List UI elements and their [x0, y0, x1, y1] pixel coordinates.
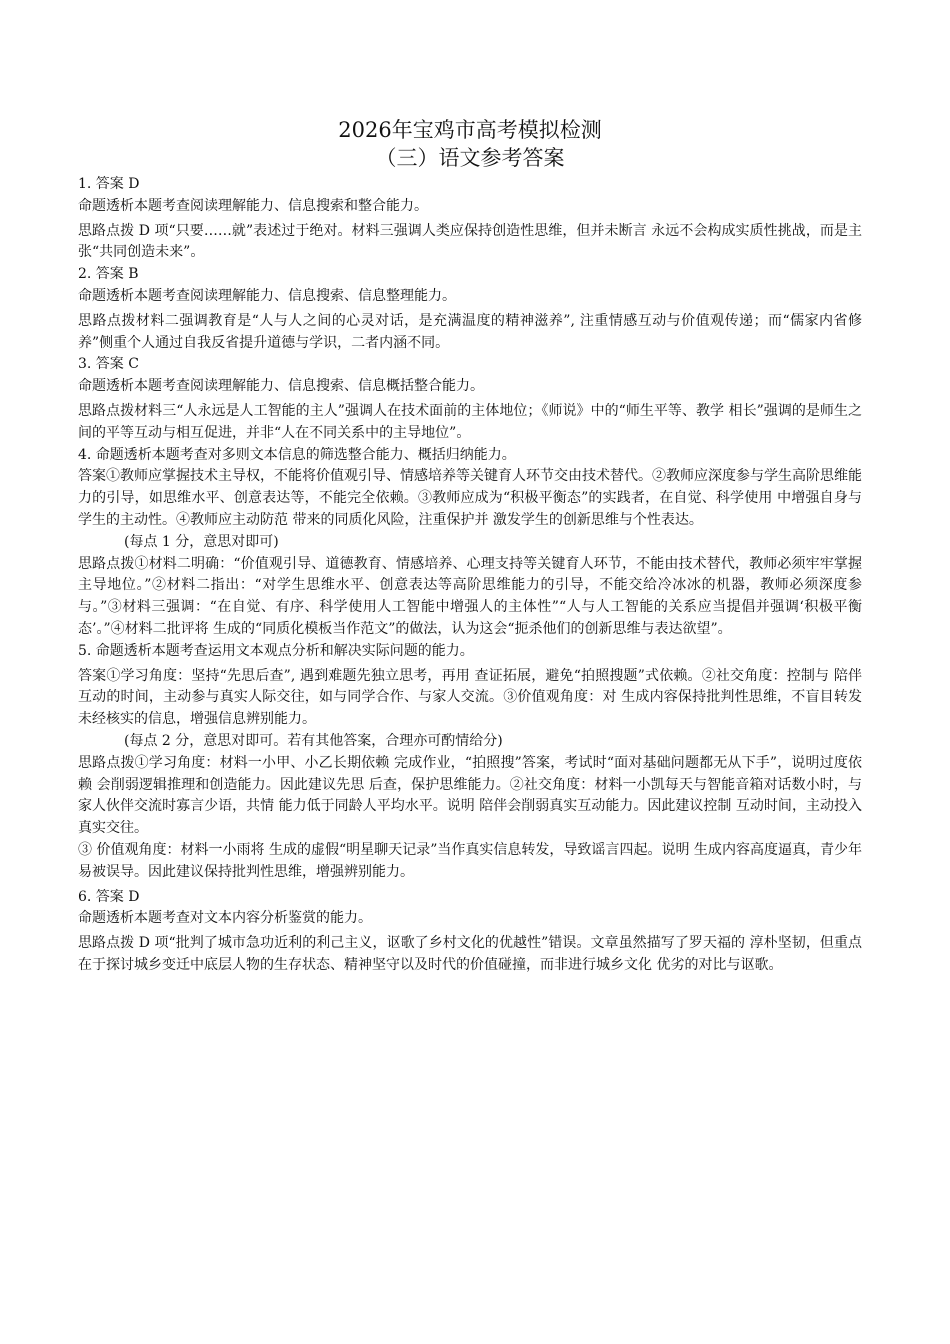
q4-intent: 4. 命题透析本题考查对多则文本信息的筛选整合能力、概括归纳能力。	[78, 446, 516, 463]
q2-hint: 思路点拨材料二强调教育是“人与人之间的心灵对话，是充满温度的精神滋养”, 注重情感互动与价值观传递；而“儒家内省修养”侧重个人通过自我反省提升道德与学识，二者内涵不同。	[78, 312, 862, 351]
q5-hint-values: ③ 价值观角度：材料一小雨将 生成的虚假“明星聊天记录”当作真实信息转发，导致谣言四起。说明 生成内容高度逼真，青少年易被误导。因此建议保持批判性思维，增强辨别能力。	[78, 841, 862, 880]
q4-answer: 答案①教师应掌握技术主导权，不能将价值观引导、情感培养等关键育人环节交由技术替代。②教师应深度参与学生高阶思维能力的引导，如思维水平、创意表达等，不能完全依赖。③教师应成为“积极平衡态”的实践者，在自觉、科学使用 中增强自身与学生的主动性。④教师应主动防范 带来的同质化风险，注重保护并 激发学生的创新思维与个性表达。	[78, 468, 862, 528]
q4-hint: 思路点拨①材料二明确：“价值观引导、道德教育、情感培养、心理支持等关键育人环节，不能由技术替代，教师必须牢牢掌握主导地位。”②材料二指出：“对学生思维水平、创意表达等高阶思维能力的引导，不能交给冷冰冰的机器，教师必须深度参与。”③材料三强调：“在自觉、有序、科学使用人工智能中增强人的主体性”“人与人工智能的关系应当提倡并强调‘积极平衡态’。”④材料二批评将 生成的“同质化模板当作范文”的做法，认为这会“扼杀他们的创新思维与表达欲望”。	[78, 555, 862, 637]
q5-answer: 答案①学习角度：坚持“先思后查”, 遇到难题先独立思考，再用 查证拓展，避免“拍照搜题”式依赖。②社交角度：控制与 陪伴互动的时间，主动参与真实人际交往，如与同学合作、与家人交流。③价值观角度：对 生成内容保持批判性思维，不盲目转发未经核实的信息，增强信息辨别能力。	[78, 667, 862, 728]
q2-intent: 命题透析本题考查阅读理解能力、信息搜索、信息整理能力。	[78, 287, 456, 304]
q3-intent: 命题透析本题考查阅读理解能力、信息搜索、信息概括整合能力。	[78, 378, 484, 395]
q5-scoring-note: (每点 2 分，意思对即可。若有其他答案，合理亦可酌情给分)	[124, 732, 503, 749]
q6-intent: 命题透析本题考查对文本内容分析鉴赏的能力。	[78, 910, 372, 927]
q6-answer: 6. 答案 D	[78, 888, 140, 905]
page-title: 2026年宝鸡市高考模拟检测	[338, 118, 602, 142]
q3-hint: 思路点拨材料三“人永远是人工智能的主人”强调人在技术面前的主体地位；《师说》中的“师生平等、教学 相长”强调的是师生之间的平等互动与相互促进，并非“人在不同关系中的主导地位”。	[78, 402, 862, 441]
q1-hint: 思路点拨 D 项“只要……就”表述过于绝对。材料三强调人类应保持创造性思维，但并未断言 永远不会构成实质性挑战，而是主张“共同创造未来”。	[78, 222, 862, 261]
q4-scoring-note: (每点 1 分，意思对即可)	[124, 533, 279, 550]
q1-intent: 命题透析本题考查阅读理解能力、信息搜索和整合能力。	[78, 197, 428, 214]
q6-hint: 思路点拨 D 项“批判了城市急功近利的利己主义，讴歌了乡村文化的优越性”错误。文章虽然描写了罗天福的 淳朴坚韧，但重点在于探讨城乡变迁中底层人物的生存状态、精神坚守以及时代的价值碰撞，而非进行城乡文化 优劣的对比与讴歌。	[78, 935, 862, 973]
page-subtitle: （三）语文参考答案	[375, 146, 565, 170]
q5-intent: 5. 命题透析本题考查运用文本观点分析和解决实际问题的能力。	[78, 642, 474, 659]
q2-answer: 2. 答案 B	[78, 266, 139, 283]
q3-answer: 3. 答案 C	[78, 356, 139, 373]
q1-answer: 1. 答案 D	[78, 176, 140, 192]
q5-hint: 思路点拨①学习角度：材料一小甲、小乙长期依赖 完成作业，“拍照搜”答案，考试时“面对基础问题都无从下手”，说明过度依赖 会削弱逻辑推理和创造能力。因此建议先思 后查，保护思维能力。②社交角度：材料一小凯每天与智能音箱对话数小时，与家人伙伴交流时寡言少语，共情 能力低于同龄人平均水平。说明 陪伴会削弱真实互动能力。因此建议控制 互动时间，主动投入真实交往。	[78, 754, 862, 837]
